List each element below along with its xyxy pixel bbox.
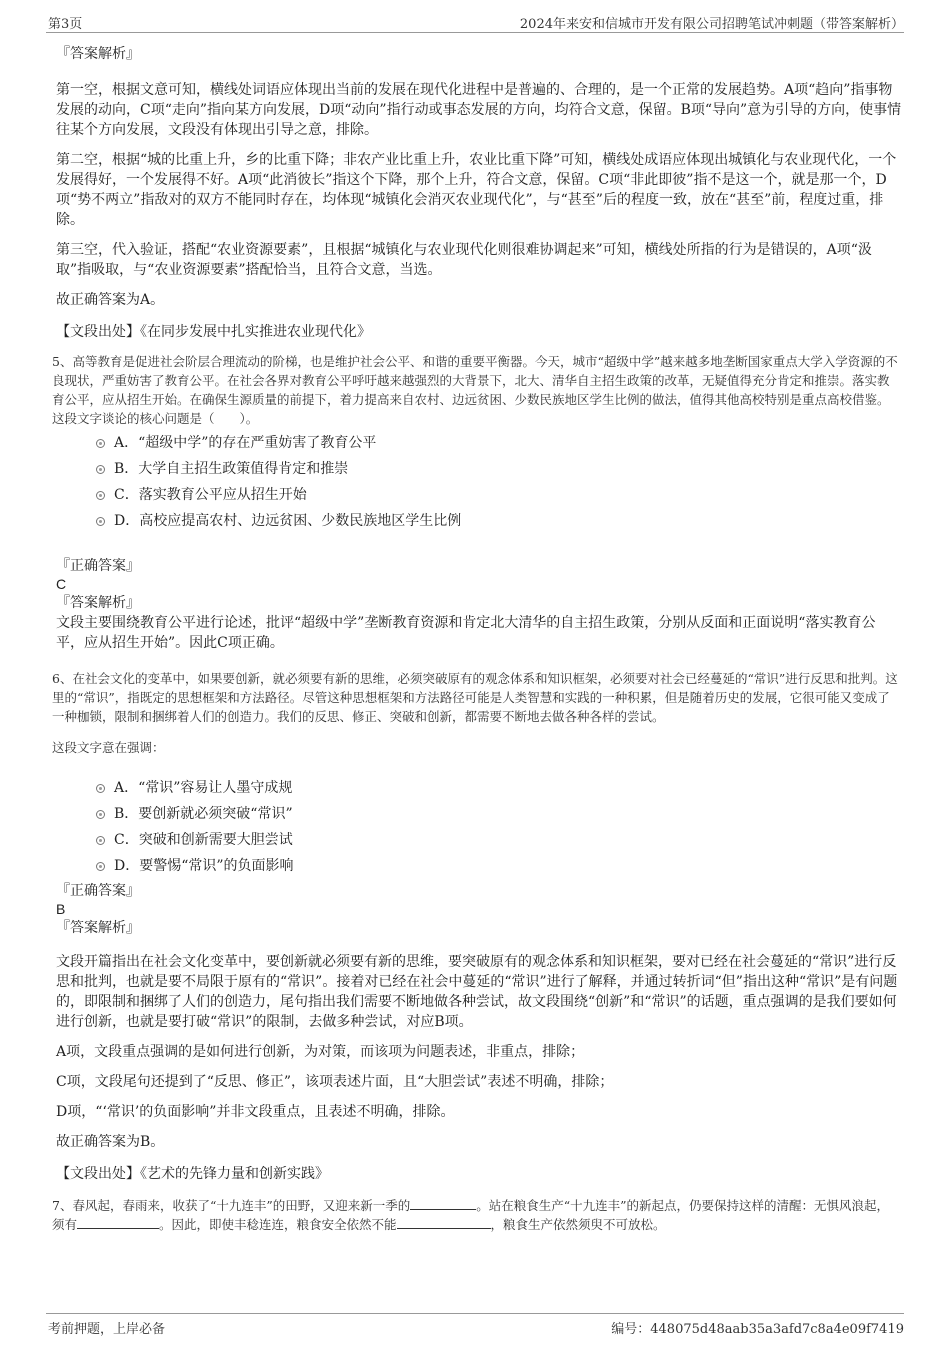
radio-icon[interactable] (96, 836, 105, 845)
options-list (56, 775, 902, 879)
analysis-heading: 『答案解析』 (56, 920, 140, 936)
option-label: C．落实教育公平应从招生开始 (114, 487, 307, 503)
answer-heading: 『正确答案』 (56, 558, 140, 574)
radio-icon[interactable] (96, 784, 105, 793)
analysis-paragraph: 文段主要围绕教育公平进行论述，批评“超级中学”垄断教育资源和肯定北大清华的自主招生政策，分别从反面和正面说明“落实教育公平，应从招生开始”。因此C项正确。 (56, 615, 876, 651)
option-label: A．“常识”容易让人墨守成规 (114, 780, 293, 796)
radio-icon[interactable] (96, 517, 105, 526)
stem-text: ，粮食生产依然须臾不可放松。 (490, 1217, 666, 1232)
option-d[interactable] (56, 508, 902, 534)
source-citation: 【文段出处】《在同步发展中扎实推进农业现代化》 (56, 324, 371, 340)
radio-icon[interactable] (96, 491, 105, 500)
option-label: D．要警惕“常识”的负面影响 (114, 858, 294, 874)
option-a[interactable] (56, 430, 902, 456)
option-c[interactable] (56, 827, 902, 853)
source-citation: 【文段出处】《艺术的先锋力量和创新实践》 (56, 1166, 329, 1182)
fill-blank-1 (410, 1196, 476, 1210)
fill-blank-3 (397, 1215, 491, 1229)
answer-heading: 『正确答案』 (56, 883, 140, 899)
page-header (46, 10, 904, 33)
radio-icon[interactable] (96, 862, 105, 871)
stem-text: 。站在粮食生产“十九连丰”的新起点，仍要保持这样的清醒：无惧风浪起，须有 (52, 1198, 890, 1232)
radio-icon[interactable] (96, 439, 105, 448)
option-label: C．突破和创新需要大胆尝试 (114, 832, 293, 848)
option-label: D．高校应提高农村、边远贫困、少数民族地区学生比例 (114, 513, 462, 529)
stem-text: 7、春风起，春雨来，收获了“十九连丰”的田野，又迎来新一季的 (52, 1198, 411, 1213)
analysis-heading: 『答案解析』 (56, 595, 140, 611)
stem-text: 。因此，即使丰稔连连，粮食安全依然不能 (159, 1217, 397, 1232)
analysis-paragraph: 第三空，代入验证，搭配“农业资源要素”，且根据“城镇化与农业现代化则很难协调起来”可知，横线处所指的行为是错误的，A项“汲取”指吸取，与“农业资源要素”搭配恰当，且符合文意，当选。 (56, 242, 872, 278)
option-c[interactable] (56, 482, 902, 508)
fill-blank-2 (77, 1215, 159, 1229)
question-prompt: 这段文字意在强调： (52, 740, 165, 755)
analysis-paragraph: 第二空，根据“城的比重上升，乡的比重下降；非农产业比重上升，农业比重下降”可知，横线处成语应体现出城镇化与农业现代化，一个发展得好，一个发展得不好。A项“此消彼长”指这个下降，那个上升，符合文意，保留。C项“非此即彼”指不是这一个，就是那一个，D项“势不两立”指敌对的双方不能同时存在，均体现“城镇化会消灭农业现代化”，与“甚至”后的程度一致，放在“甚至”前，程度过重，排除。 (56, 152, 897, 228)
question-stem (52, 1196, 898, 1234)
option-a[interactable] (56, 775, 902, 801)
options-list (56, 430, 902, 534)
correct-answer: B (56, 901, 66, 917)
document-id: 编号：448075d48aab35a3afd7c8a4e09f7419 (611, 1322, 904, 1337)
radio-icon[interactable] (96, 810, 105, 819)
analysis-paragraph: C项，文段尾句还提到了“反思、修正”，该项表述片面，且“大胆尝试”表述不明确，排除； (56, 1074, 614, 1090)
analysis-paragraph: D项，“‘常识’的负面影响”并非文段重点，且表述不明确，排除。 (56, 1104, 455, 1120)
page-number: 第3页 (48, 17, 83, 32)
option-label: B．要创新就必须突破“常识” (114, 806, 293, 822)
page-footer (46, 1313, 904, 1336)
radio-icon[interactable] (96, 465, 105, 474)
question-stem: 5、高等教育是促进社会阶层合理流动的阶梯，也是维护社会公平、和谐的重要平衡器。今天，城市“超级中学”越来越多地垄断国家重点大学入学资源的不良现状，严重妨害了教育公平。在社会各界对教育公平呼吁越来越强烈的大背景下，北大、清华自主招生政策的改革，无疑值得充分肯定和推崇。落实教育公平，应从招生开始。在确保生源质量的前提下，着力提高来自农村、边远贫困、少数民族地区学生比例的做法，值得其他高校特别是重点高校借鉴。 (52, 354, 898, 407)
analysis-paragraph: 文段开篇指出在社会文化变革中，要创新就必须要有新的思维，要突破原有的观念体系和知识框架，要对已经在社会蔓延的“常识”进行反思和批判，也就是要不局限于原有的“常识”。接着对已经在社会中蔓延的“常识”进行了解释，并通过转折词“但”指出这种“常识”是有问题的，即限制和捆绑了人们的创造力，尾句指出我们需要不断地做各种尝试，故文段围绕“创新”和“常识”的话题，重点强调的是我们要如何进行创新，也就是要打破“常识”的限制，去做多种尝试，对应B项。 (56, 954, 898, 1030)
answer-conclusion: 故正确答案为A。 (56, 292, 165, 308)
option-label: A．“超级中学”的存在严重妨害了教育公平 (114, 435, 377, 451)
analysis-paragraph: A项，文段重点强调的是如何进行创新，为对策，而该项为问题表述，非重点，排除； (56, 1044, 585, 1060)
option-b[interactable] (56, 801, 902, 827)
analysis-paragraph: 第一空，根据文意可知，横线处词语应体现出当前的发展在现代化进程中是普遍的、合理的，是一个正常的发展趋势。A项“趋向”指事物发展的动向，C项“走向”指向某方向发展，D项“动向”指行动或事态发展的方向，均符合文意，保留。B项“导向”意为引导的方向，使事情往某个方向发展，文段没有体现出引导之意，排除。 (56, 82, 902, 138)
page-content (52, 44, 902, 1234)
analysis-heading: 『答案解析』 (56, 46, 140, 62)
option-b[interactable] (56, 456, 902, 482)
question-prompt: 这段文字谈论的核心问题是（ ）。 (52, 411, 259, 426)
option-d[interactable] (56, 853, 902, 879)
document-title: 2024年来安和信城市开发有限公司招聘笔试冲刺题（带答案解析） (519, 17, 904, 32)
correct-answer: C (56, 576, 67, 592)
footer-slogan: 考前押题，上岸必备 (48, 1322, 166, 1337)
question-stem: 6、在社会文化的变革中，如果要创新，就必须要有新的思维，必须突破原有的观念体系和知识框架，必须要对社会已经蔓延的“常识”进行反思和批判。这里的“常识”，指既定的思想框架和方法路径。尽管这种思想框架和方法路径可能是人类智慧和实践的一种积累，但是随着历史的发展，它很可能又变成了一种枷锁，限制和捆绑着人们的创造力。我们的反思、修正、突破和创新，都需要不断地去做各种各样的尝试。 (52, 671, 898, 724)
option-label: B．大学自主招生政策值得肯定和推崇 (114, 461, 349, 477)
answer-conclusion: 故正确答案为B。 (56, 1134, 165, 1150)
